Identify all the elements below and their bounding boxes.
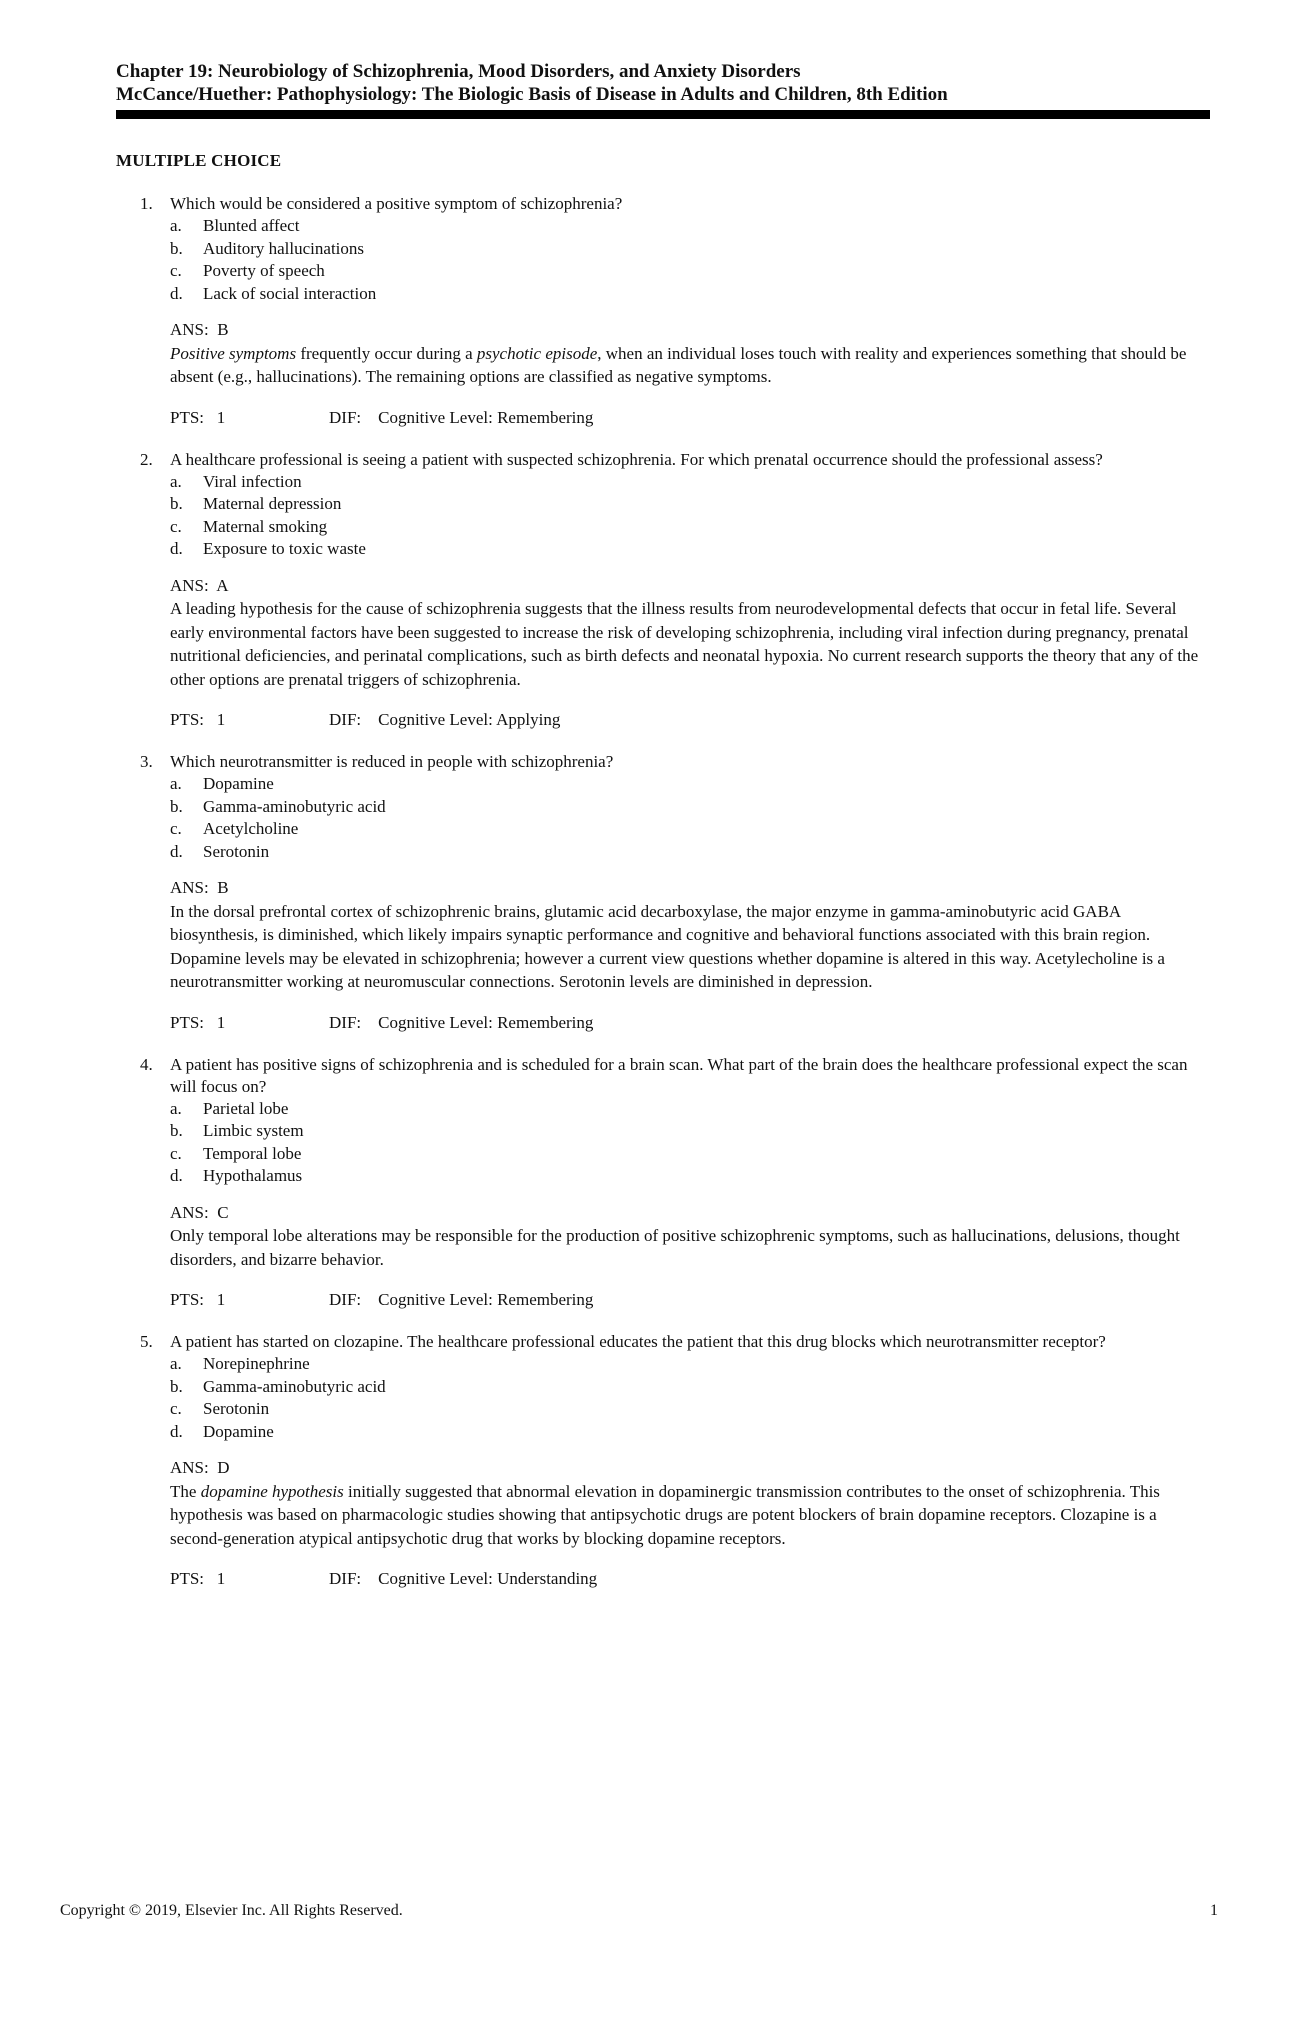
answer-rationale <box>116 900 1208 994</box>
answer-rationale <box>116 1224 1208 1271</box>
answer-option <box>170 818 1208 841</box>
option-text: Dopamine <box>203 1421 274 1441</box>
answer-option <box>170 1143 1208 1166</box>
question-number: 3. <box>140 752 153 771</box>
option-letter: b. <box>170 238 183 258</box>
option-letter: d. <box>170 539 183 558</box>
book-title: McCance/Huether: Pathophysiology: The Biologic Basis of Disease in Adults and Children, 8th Edition <box>116 84 948 105</box>
option-letter: c. <box>170 1143 182 1163</box>
answer-option <box>170 260 1208 283</box>
rationale-text: frequently occur during a <box>296 343 477 363</box>
question-number: 2. <box>140 449 153 469</box>
question-meta <box>116 709 1208 731</box>
answer-option <box>170 493 1208 516</box>
option-text: Gamma-aminobutyric acid <box>203 796 386 816</box>
question-meta <box>116 1568 1208 1590</box>
option-text: Serotonin <box>203 841 270 861</box>
question-stem-block <box>116 193 1208 215</box>
option-letter: d. <box>170 1421 183 1441</box>
answer-option <box>170 773 1208 796</box>
question-meta <box>116 407 1208 429</box>
option-letter: c. <box>170 516 182 536</box>
question-stem-block <box>116 1331 1208 1353</box>
answer-options <box>116 1353 1208 1443</box>
answer-option <box>170 1353 1208 1376</box>
answer-options <box>116 1098 1208 1188</box>
rationale-text: In the dorsal prefrontal cortex of schizophrenic brains, glutamic acid decarboxylase, the major enzyme in gamma-aminobutyric acid GABA biosynthesis, is diminished, which likely impairs synaptic performance and cognitive and behavioral functions associated with this brain region. Dopamine levels may be elevated in schizophrenia; however a current view questions whether dopamine is altered in this way. Acetylecholine is a neurotransmitter working at neuromuscular connections. Serotonin levels are diminished in depression. <box>170 901 1165 991</box>
option-letter: d. <box>170 283 183 303</box>
question-stem-block <box>116 449 1208 471</box>
question-list <box>116 193 1208 1590</box>
question-meta <box>116 1012 1208 1034</box>
answer-rationale <box>116 1480 1208 1551</box>
option-text: Lack of social interaction <box>203 283 377 303</box>
difficulty-level: DIF: Cognitive Level: Remembering <box>329 407 594 427</box>
option-text: Hypothalamus <box>203 1166 303 1185</box>
option-text: Parietal lobe <box>203 1098 289 1118</box>
question-meta <box>116 1289 1208 1311</box>
answer-rationale <box>116 342 1208 389</box>
question-item <box>116 751 1208 1034</box>
option-text: Dopamine <box>203 774 274 793</box>
option-letter: b. <box>170 1121 183 1140</box>
answer-option <box>170 1098 1208 1121</box>
question-stem: A patient has positive signs of schizophrenia and is scheduled for a brain scan. What part of the brain does the healthcare professional expect the scan will focus on? <box>170 1054 1188 1096</box>
question-number: 4. <box>140 1054 153 1074</box>
rationale-text: Only temporal lobe alterations may be responsible for the production of positive schizophrenic symptoms, such as hallucinations, delusions, thought disorders, and bizarre behavior. <box>170 1226 1180 1269</box>
option-letter: c. <box>170 1399 182 1418</box>
answer-option <box>170 283 1208 306</box>
question-stem: Which neurotransmitter is reduced in people with schizophrenia? <box>170 752 614 771</box>
option-letter: a. <box>170 1354 182 1373</box>
question-item <box>116 193 1208 429</box>
option-text: Temporal lobe <box>203 1143 302 1163</box>
option-text: Norepinephrine <box>203 1354 310 1373</box>
rationale-text: The <box>170 1481 201 1501</box>
option-letter: b. <box>170 796 183 816</box>
answer-key: ANS: A <box>170 575 229 595</box>
option-text: Maternal depression <box>203 494 342 513</box>
option-letter: c. <box>170 819 182 838</box>
answer-option <box>170 238 1208 261</box>
option-text: Acetylcholine <box>203 819 299 838</box>
answer-rationale <box>116 597 1208 691</box>
question-stem-block <box>116 1054 1208 1098</box>
answer-key: ANS: D <box>170 1458 230 1477</box>
points-value: PTS: 1 <box>170 407 226 427</box>
answer-key: ANS: B <box>170 878 229 897</box>
option-letter: a. <box>170 1098 182 1118</box>
option-text: Poverty of speech <box>203 261 325 280</box>
document-header <box>116 60 1208 106</box>
option-letter: c. <box>170 261 182 280</box>
option-text: Viral infection <box>203 471 302 491</box>
answer-key: ANS: C <box>170 1202 229 1222</box>
rationale-emphasis: dopamine hypothesis <box>200 1481 344 1501</box>
difficulty-level: DIF: Cognitive Level: Understanding <box>329 1569 598 1588</box>
option-letter: d. <box>170 1166 183 1185</box>
difficulty-level: DIF: Cognitive Level: Applying <box>329 710 561 729</box>
question-item <box>116 1054 1208 1312</box>
answer-option <box>170 471 1208 494</box>
question-stem-block <box>116 751 1208 773</box>
answer-option <box>170 1421 1208 1444</box>
option-letter: a. <box>170 774 182 793</box>
page-number: 1 <box>1210 1902 1218 1919</box>
answer-option <box>170 1398 1208 1421</box>
header-rule <box>116 110 1210 119</box>
copyright-footer: Copyright © 2019, Elsevier Inc. All Rights Reserved. <box>60 1902 403 1919</box>
points-value: PTS: 1 <box>170 1012 226 1032</box>
rationale-text: initially suggested that abnormal elevation in dopaminergic transmission contributes to the onset of schizophrenia. This hypothesis was based on pharmacologic studies showing that antipsychotic drugs are potent blockers of brain dopamine receptors. Clozapine is a second-generation atypical antipsychotic drug that works by blocking dopamine receptors. <box>170 1481 1160 1548</box>
answer-option <box>170 1120 1208 1143</box>
points-value: PTS: 1 <box>170 1290 226 1309</box>
option-text: Auditory hallucinations <box>203 238 365 258</box>
question-spacer <box>116 731 1208 751</box>
option-text: Limbic system <box>203 1121 304 1140</box>
answer-option <box>170 516 1208 539</box>
rationale-emphasis: psychotic episode <box>476 343 598 363</box>
option-letter: a. <box>170 216 182 235</box>
answer-option <box>170 1165 1208 1188</box>
option-letter: b. <box>170 1376 183 1396</box>
option-letter: a. <box>170 471 182 491</box>
option-text: Serotonin <box>203 1399 270 1418</box>
points-value: PTS: 1 <box>170 710 226 729</box>
question-item <box>116 1331 1208 1590</box>
answer-option <box>170 215 1208 238</box>
option-letter: d. <box>170 841 183 861</box>
question-stem: A patient has started on clozapine. The healthcare professional educates the patient that this drug blocks which neurotransmitter receptor? <box>170 1332 1106 1351</box>
rationale-text: , when an individual loses touch with reality and experiences something that should be absent (e.g., hallucinations). The remaining options are classified as negative symptoms. <box>170 343 1187 386</box>
answer-options <box>116 773 1208 863</box>
option-text: Maternal smoking <box>203 516 328 536</box>
question-item <box>116 449 1208 732</box>
answer-option <box>170 841 1208 864</box>
option-text: Blunted affect <box>203 216 300 235</box>
question-number: 5. <box>140 1332 153 1351</box>
difficulty-level: DIF: Cognitive Level: Remembering <box>329 1290 594 1309</box>
answer-options <box>116 471 1208 561</box>
rationale-emphasis: Positive symptoms <box>170 343 297 363</box>
option-text: Exposure to toxic waste <box>203 539 366 558</box>
question-stem: Which would be considered a positive symptom of schizophrenia? <box>170 194 623 213</box>
points-value: PTS: 1 <box>170 1569 226 1588</box>
answer-option <box>170 796 1208 819</box>
question-number: 1. <box>140 194 153 213</box>
answer-option <box>170 1376 1208 1399</box>
question-spacer <box>116 429 1208 449</box>
section-title: MULTIPLE CHOICE <box>116 151 282 170</box>
answer-key: ANS: B <box>170 320 229 339</box>
rationale-text: A leading hypothesis for the cause of schizophrenia suggests that the illness results from neurodevelopmental defects that occur in fetal life. Several early environmental factors have been suggested to increase the risk of developing schizophrenia, including viral infection during pregnancy, prenatal nutritional deficiencies, and perinatal complications, such as birth defects and neonatal hypoxia. No current research supports the theory that any of the other options are prenatal triggers of schizophrenia. <box>170 599 1199 689</box>
chapter-title: Chapter 19: Neurobiology of Schizophrenia, Mood Disorders, and Anxiety Disorders <box>116 61 801 82</box>
difficulty-level: DIF: Cognitive Level: Remembering <box>329 1012 594 1032</box>
question-spacer <box>116 1311 1208 1331</box>
answer-option <box>170 538 1208 561</box>
question-spacer <box>116 1034 1208 1054</box>
question-stem: A healthcare professional is seeing a patient with suspected schizophrenia. For which prenatal occurrence should the professional assess? <box>170 449 1103 469</box>
option-letter: b. <box>170 494 183 513</box>
answer-options <box>116 215 1208 305</box>
option-text: Gamma-aminobutyric acid <box>203 1376 386 1396</box>
